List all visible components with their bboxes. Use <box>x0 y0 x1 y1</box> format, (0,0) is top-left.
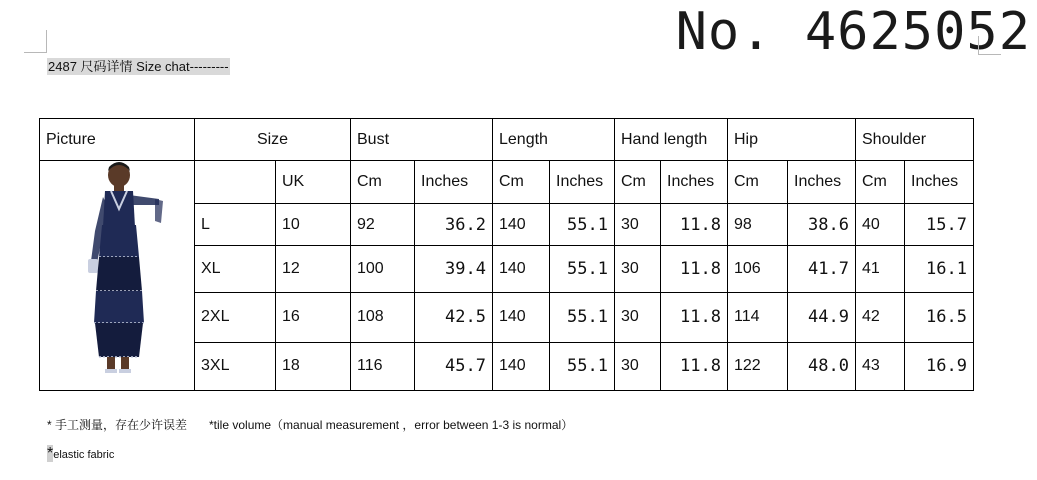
cell-shoulder-inches: 16.9 <box>905 342 974 390</box>
cell-hand-inches: 11.8 <box>661 246 728 292</box>
cell-uk: 16 <box>276 292 351 342</box>
product-number: No. 4625052 <box>675 2 1031 62</box>
cell-shoulder-cm: 40 <box>856 204 905 246</box>
cell-bust-cm: 92 <box>351 204 415 246</box>
subheader-row <box>40 161 974 204</box>
cell-uk: 18 <box>276 342 351 390</box>
cell-hand-cm: 30 <box>615 342 661 390</box>
fabric-note <box>47 445 114 463</box>
subheader-hip-inches: Inches <box>788 161 856 204</box>
cell-length-inches: 55.1 <box>550 204 615 246</box>
cell-hip-inches: 41.7 <box>788 246 856 292</box>
cell-size: 3XL <box>195 342 276 390</box>
subheader-blank <box>195 161 276 204</box>
subheader-uk: UK <box>276 161 351 204</box>
cell-length-cm: 140 <box>493 246 550 292</box>
cell-size: L <box>195 204 276 246</box>
product-picture-cell <box>40 161 195 391</box>
asterisk-mark: * <box>47 445 54 462</box>
subheader-bust-inches: Inches <box>415 161 493 204</box>
cell-bust-cm: 116 <box>351 342 415 390</box>
cell-bust-inches: 42.5 <box>415 292 493 342</box>
subheader-hip-cm: Cm <box>728 161 788 204</box>
cell-hip-inches: 44.9 <box>788 292 856 342</box>
cell-shoulder-inches: 16.5 <box>905 292 974 342</box>
cell-hand-cm: 30 <box>615 204 661 246</box>
cell-hip-inches: 38.6 <box>788 204 856 246</box>
crop-mark-top-right <box>978 36 1001 55</box>
cell-hand-cm: 30 <box>615 246 661 292</box>
header-shoulder: Shoulder <box>856 119 974 161</box>
subheader-shoulder-inches: Inches <box>905 161 974 204</box>
cell-hip-cm: 98 <box>728 204 788 246</box>
header-size: Size <box>195 119 351 161</box>
cell-length-inches: 55.1 <box>550 342 615 390</box>
subheader-length-cm: Cm <box>493 161 550 204</box>
header-length: Length <box>493 119 615 161</box>
cell-shoulder-cm: 42 <box>856 292 905 342</box>
cell-length-inches: 55.1 <box>550 292 615 342</box>
measurement-note-en: *tile volume（manual measurement ，error between 1-3 is normal） <box>209 418 574 432</box>
cell-uk: 10 <box>276 204 351 246</box>
cell-hip-cm: 114 <box>728 292 788 342</box>
cell-length-inches: 55.1 <box>550 246 615 292</box>
crop-mark-top-left <box>24 30 47 53</box>
cell-hand-cm: 30 <box>615 292 661 342</box>
cell-bust-inches: 45.7 <box>415 342 493 390</box>
cell-hip-cm: 106 <box>728 246 788 292</box>
dress-model-image <box>67 161 167 385</box>
cell-hand-inches: 11.8 <box>661 292 728 342</box>
cell-shoulder-cm: 43 <box>856 342 905 390</box>
measurement-note <box>47 416 573 433</box>
cell-bust-inches: 39.4 <box>415 246 493 292</box>
header-hip: Hip <box>728 119 856 161</box>
cell-shoulder-cm: 41 <box>856 246 905 292</box>
subheader-bust-cm: Cm <box>351 161 415 204</box>
size-chart-table <box>39 118 974 391</box>
cell-length-cm: 140 <box>493 342 550 390</box>
subheader-length-inches: Inches <box>550 161 615 204</box>
cell-shoulder-inches: 15.7 <box>905 204 974 246</box>
cell-length-cm: 140 <box>493 204 550 246</box>
fabric-note-text: elastic fabric <box>53 449 115 461</box>
cell-shoulder-inches: 16.1 <box>905 246 974 292</box>
cell-size: XL <box>195 246 276 292</box>
header-bust: Bust <box>351 119 493 161</box>
cell-hand-inches: 11.8 <box>661 204 728 246</box>
cell-bust-inches: 36.2 <box>415 204 493 246</box>
header-hand-length: Hand length <box>615 119 728 161</box>
subheader-hand-cm: Cm <box>615 161 661 204</box>
subheader-hand-inches: Inches <box>661 161 728 204</box>
cell-hip-cm: 122 <box>728 342 788 390</box>
cell-hand-inches: 11.8 <box>661 342 728 390</box>
subheader-shoulder-cm: Cm <box>856 161 905 204</box>
cell-size: 2XL <box>195 292 276 342</box>
measurement-note-cn: * 手工测量，存在少许误差 <box>47 418 188 432</box>
header-row <box>40 119 974 161</box>
cell-uk: 12 <box>276 246 351 292</box>
cell-hip-inches: 48.0 <box>788 342 856 390</box>
cell-bust-cm: 108 <box>351 292 415 342</box>
cell-length-cm: 140 <box>493 292 550 342</box>
cell-bust-cm: 100 <box>351 246 415 292</box>
size-chart-title: 2487 尺码详情 Size chat--------- <box>48 59 229 74</box>
header-picture: Picture <box>40 119 195 161</box>
